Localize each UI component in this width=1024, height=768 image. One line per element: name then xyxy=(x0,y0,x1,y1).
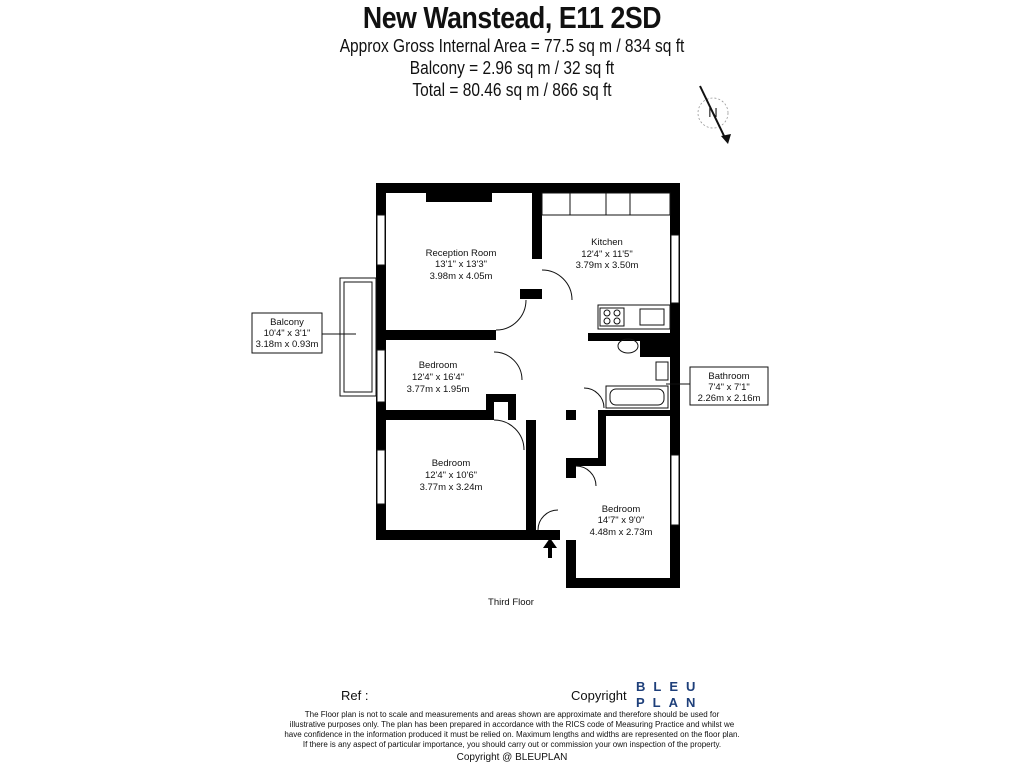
balcony-metric: 3.18m x 0.93m xyxy=(255,339,319,350)
compass-icon xyxy=(698,86,731,144)
balcony-name: Balcony xyxy=(270,317,304,328)
floor-label: Third Floor xyxy=(488,597,534,608)
bedroom3-metric: 4.48m x 2.73m xyxy=(589,527,653,538)
ref-label: Ref : xyxy=(341,688,369,703)
bedroom1-metric: 3.77m x 1.95m xyxy=(406,384,470,395)
reception-metric: 3.98m x 4.05m xyxy=(429,271,493,282)
bedroom2-name: Bedroom xyxy=(431,458,471,469)
entrance-arrow-icon xyxy=(543,538,557,558)
bleuplan-logo xyxy=(636,679,703,711)
compass-north-label: N xyxy=(708,105,718,120)
logo-line2: PLAN xyxy=(636,695,704,710)
gross-area-text: Approx Gross Internal Area = 77.5 sq m / 834 sq ft xyxy=(339,36,685,56)
page-title: New Wanstead, E11 2SD xyxy=(362,0,662,35)
bathroom-imperial: 7'4" x 7'1" xyxy=(708,382,750,393)
bathroom-metric: 2.26m x 2.16m xyxy=(697,393,761,404)
disclaimer-line-1: The Floor plan is not to scale and measurements and areas shown are approximate and therefore should be used for xyxy=(304,710,720,719)
reception-imperial: 13'1" x 13'3" xyxy=(434,259,488,270)
balcony-imperial: 10'4" x 3'1" xyxy=(263,328,311,339)
disclaimer-line-4: If there is any aspect of particular importance, you should carry out or commission your own inspection of the property. xyxy=(302,740,722,749)
bedroom1-name: Bedroom xyxy=(418,360,458,371)
bedroom2-metric: 3.77m x 3.24m xyxy=(419,482,483,493)
reception-name: Reception Room xyxy=(425,248,497,259)
bedroom1-imperial: 12'4" x 16'4" xyxy=(411,372,465,383)
bedroom3-name: Bedroom xyxy=(601,504,641,515)
disclaimer-line-3: have confidence in the information produced it must be relied on. Maximum lengths and widths are represented on the floor plan. xyxy=(284,730,740,739)
bathroom-name: Bathroom xyxy=(708,371,750,382)
kitchen-metric: 3.79m x 3.50m xyxy=(575,260,639,271)
kitchen-name: Kitchen xyxy=(591,237,623,248)
balcony-area-text: Balcony = 2.96 sq m / 32 sq ft xyxy=(409,58,615,78)
bedroom3-imperial: 14'7" x 9'0" xyxy=(597,515,645,526)
total-area-text: Total = 80.46 sq m / 866 sq ft xyxy=(412,80,612,100)
bedroom2-imperial: 12'4" x 10'6" xyxy=(424,470,478,481)
copyright-line: Copyright @ BLEUPLAN xyxy=(456,752,568,763)
copyright-label: Copyright xyxy=(571,688,627,703)
logo-line1: BLEU xyxy=(636,679,704,694)
kitchen-imperial: 12'4" x 11'5" xyxy=(581,249,633,260)
disclaimer-line-2: illustrative purposes only. The plan has been prepared in accordance with the RICS code of Measuring Practice and whilst we xyxy=(289,720,735,729)
